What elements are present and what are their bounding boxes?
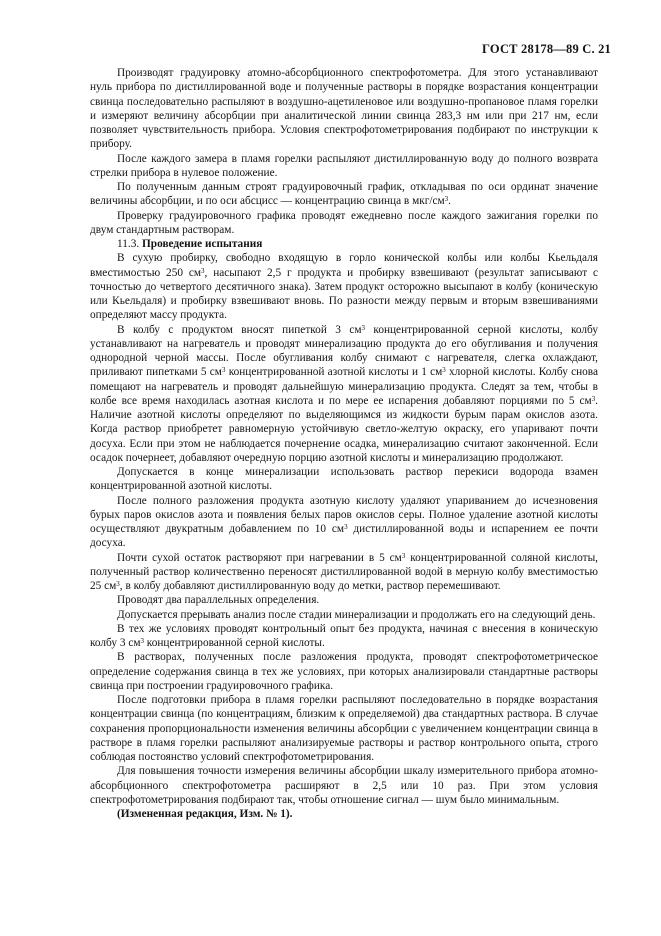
- superscript: 3: [344, 523, 348, 531]
- paragraph-dissolution: [90, 551, 598, 594]
- superscript: 3: [401, 551, 406, 560]
- text-fragment: После полного разложения продукта азотную кислоту удаляют упариванием до исчезновения бурых паров окислов азота и появления белых паров окислов серы. Полное удаление азотной кислоты осуществляют двукратным добавлением по 10 см: [90, 494, 598, 535]
- text-fragment: концентрированной серной кислоты, колбу устанавливают на нагреватель и проводят минерализацию продукта до его обугливания и получения однородной черной массы. После обугливания колбу снимают с нагревателя, слегка охлаждают, приливают пипетками 5 см: [90, 323, 598, 379]
- text-fragment: .: [448, 195, 451, 208]
- paragraph-mineralization: [90, 323, 598, 466]
- paragraph-control-experiment: [90, 622, 598, 651]
- superscript: 3: [221, 366, 226, 375]
- document-body: [90, 66, 598, 821]
- paragraph-acid-removal: [90, 494, 598, 551]
- superscript: 3: [140, 637, 144, 645]
- text-fragment: В сухую пробирку, свободно входящую в горло конической колбы или колбы Кьельдаля вместимостью 250 см: [90, 252, 598, 279]
- text-fragment: В колбу с продуктом вносят пипеткой 3 см: [117, 323, 362, 336]
- paragraph-weighing: [90, 251, 598, 322]
- superscript: 3: [591, 394, 596, 403]
- text-fragment: концентрированной соляной кислоты, полученный раствор количественно переносят дистиллированной водой в мерную колбу вместимостью 25 см: [90, 551, 598, 592]
- paragraph-instrument-prep: После подготовки прибора в пламя горелки распыляют последовательно в порядке возрастания концентрации свинца (по концентрациям, близким к определяемой) два стандартных раствора. В случае сохранения пропорциональности изменения величины абсорбции с увеличением концентрации свинца в растворе в пламя горелки распыляют анализируемые растворы и раствор контрольного опыта, строго соблюдая постоянство условий спектрофотометрирования.: [90, 694, 598, 763]
- text-fragment: В тех же условиях проводят контрольный опыт без продукта, начиная с внесения в коническую колбу 3 см: [90, 622, 598, 649]
- paragraph-graph-check: Проверку градуировочного графика проводят ежедневно после каждого зажигания горелки по двум стандартным растворам.: [90, 209, 598, 236]
- text-fragment: дистиллированной воды и испарением ее почти досуха.: [90, 523, 598, 550]
- text-fragment: хлорной кислоты. Колбу снова помещают на нагреватель и проводят дальнейшую минерализацию продукта. Следят за тем, чтобы в колбе все время находилась азотная кислота и по мере ее испарения добавляют порциями по 5 см: [90, 366, 598, 407]
- paragraph-calibration: Производят градуировку атомно-абсорбционного спектрофотометра. Для этого устанавливают нуль прибора по дистиллированной воде и полученные растворы в порядке возрастания концентрации свинца последовательно распыляют в воздушно-ацетиленовое или воздушно-пропановое пламя горелки и измеряют величину абсорбции при аналитической линии свинца 283,3 нм или при 217 нм, если позволяет чувствительность прибора. Условия спектрофотометрирования подбирают по инструкции к прибору.: [90, 67, 598, 151]
- superscript: 3: [444, 195, 449, 204]
- text-fragment: . Наличие азотной кислоты определяют по выделяющимся из жидкости бурым парам окислов азота. Когда раствор приобретет равномерную устойчивую светло-желтую окраску, его упаривают почти досуха. Если при этом не наблюдается почернение осадка, минерализацию считают законченной. Если осадок почернеет, добавляют очередную порцию азотной кислоты и минерализацию продолжают.: [90, 394, 598, 464]
- superscript: 3: [116, 580, 120, 588]
- section-number: 11.3.: [117, 238, 140, 250]
- superscript: 3: [201, 266, 205, 275]
- paragraph-peroxide: Допускается в конце минерализации использовать раствор перекиси водорода взамен концентрированной азотной кислоты.: [90, 466, 598, 493]
- section-heading: [90, 237, 598, 251]
- page-header: ГОСТ 28178—89 С. 21: [482, 42, 611, 56]
- text-fragment: концентрированной азотной кислоты и 1 см: [225, 366, 443, 379]
- superscript: 3: [361, 323, 365, 332]
- text-fragment: По полученным данным строят градуировочный график, откладывая по оси ординат значение величины абсорбции, и по оси абсцисс — концентрацию свинца в мкг/см: [90, 181, 598, 208]
- section-title: Проведение испытания: [142, 238, 263, 250]
- text-fragment: Почти сухой остаток растворяют при нагревании в 5 см: [117, 551, 402, 564]
- text-fragment: , насыпают 2,5 г продукта и пробирку взвешивают (результат записывают с точностью до четвертого десятичного знака). Затем продукт осторожно высыпают в колбу (коническую или Кьельдаля) и пробирку взвешивают вновь. По разности между первым и вторым взвешиваниями определяют массу продукта.: [90, 266, 598, 322]
- superscript: 3: [442, 366, 446, 375]
- paragraph-accuracy: Для повышения точности измерения величины абсорбции шкалу измерительного прибора атомно-абсорбционного спектрофотометра расширяют в 2,5 или 10 раз. При этом условия спектрофотометрирования подбирают так, чтобы отношение сигнал — шум было минимальным.: [90, 765, 598, 806]
- paragraph-spectrophotometric: В растворах, полученных после разложения продукта, проводят спектрофотометрическое определение содержания свинца в тех же условиях, при которых анализировали стандартные растворы свинца при построении градуировочного графика.: [90, 651, 598, 692]
- paragraph-calibration-graph: [90, 180, 598, 209]
- amendment-note: (Измененная редакция, Изм. № 1).: [117, 808, 293, 820]
- paragraph-interruption: Допускается прерывать анализ после стадии минерализации и продолжать его на следующий день.: [117, 608, 596, 621]
- text-fragment: , в колбу добавляют дистиллированную воду до метки, раствор перемешивают.: [119, 580, 501, 592]
- paragraph-parallel: Проводят два параллельных определения.: [117, 594, 320, 607]
- paragraph-after-measurement: После каждого замера в пламя горелки распыляют дистиллированную воду до полного возврата стрелки прибора в нулевое положение.: [90, 152, 598, 179]
- text-fragment: концентрированной серной кислоты.: [143, 637, 325, 649]
